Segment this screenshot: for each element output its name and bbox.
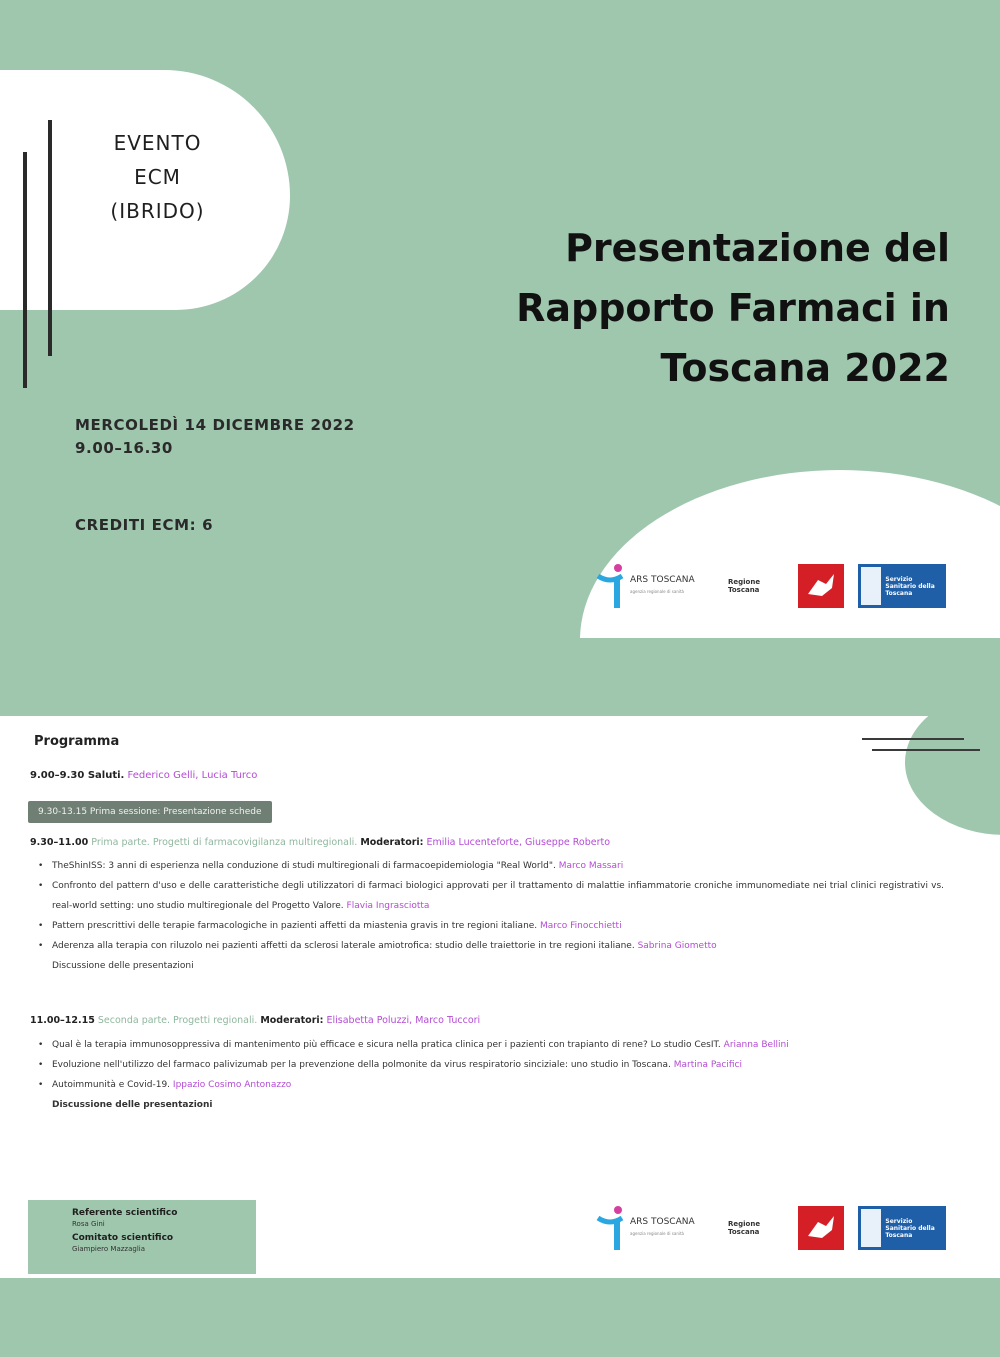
page-title: Presentazione del Rapporto Farmaci in Toscana 2022 bbox=[516, 226, 950, 390]
list-item: • TheShinISS: 3 anni di esperienza nella conduzione di studi multiregionali di farmacoepidemiologia "Real World". Marco Massari bbox=[38, 856, 944, 876]
sst-emblem-icon bbox=[861, 567, 881, 605]
program-title: Programma bbox=[34, 734, 120, 749]
list-item: • Autoimmunità e Covid-19. Ippazio Cosimo Antonazzo bbox=[38, 1075, 944, 1095]
part-two-header: 11.00–12.15 Seconda parte. Progetti regionali. Moderatori: Elisabetta Poluzzi, Marco Tuccori bbox=[30, 1015, 481, 1026]
event-date: MERCOLEDÌ 14 DICEMBRE 2022 9.00–16.30 bbox=[75, 416, 355, 457]
list-item: • Evoluzione nell'utilizzo del farmaco palivizumab per la prevenzione della polmonite da virus respiratorio sinciziale: uno studio in Toscana. Martina Pacifici bbox=[38, 1055, 944, 1075]
sst-logo: Servizio Sanitario della Toscana bbox=[858, 564, 946, 608]
ars-toscana-logo: ARS TOSCANA agenzia regionale di sanità bbox=[596, 1204, 714, 1252]
ars-figure-icon bbox=[596, 1204, 626, 1252]
regione-toscana-text: Regione Toscana bbox=[728, 1220, 761, 1236]
session-badge: 9.30-13.15 Prima sessione: Presentazione schede bbox=[28, 801, 272, 823]
list-item: • Confronto del pattern d'uso e delle caratteristiche degli utilizzatori di farmaci biologici approvati per il trattamento di malattie infiammatorie croniche immunomediate nei trial clinici registrativi vs. real-world setting: uno studio multiregionale del Progetto Valore. Flavia Ingrasciotta bbox=[38, 876, 944, 916]
regione-toscana-text: Regione Toscana bbox=[728, 578, 761, 594]
list-item: • Aderenza alla terapia con riluzolo nei pazienti affetti da sclerosi laterale amiotrofica: studio delle traiettorie in tre regioni italiane. Sabrina Giometto bbox=[38, 936, 944, 956]
decorative-vertical-bar bbox=[48, 120, 52, 356]
ecm-credits: CREDITI ECM: 6 bbox=[75, 516, 214, 534]
discussion-item: Discussione delle presentazioni bbox=[52, 1100, 213, 1110]
sst-logo: Servizio Sanitario della Toscana bbox=[858, 1206, 946, 1250]
scientific-committee-box: Referente scientifico Rosa Gini Comitato scientifico Giampiero Mazzaglia bbox=[28, 1200, 256, 1274]
ars-figure-icon bbox=[596, 562, 626, 610]
sst-emblem-icon bbox=[861, 1209, 881, 1247]
ars-toscana-logo: ARS TOSCANA agenzia regionale di sanità bbox=[596, 562, 714, 610]
welcome-line: 9.00–9.30 Saluti. Federico Gelli, Lucia Turco bbox=[30, 770, 258, 781]
part-two-list bbox=[38, 1035, 944, 1115]
pegasus-icon bbox=[798, 564, 844, 608]
hero-bottom-band bbox=[0, 638, 1000, 716]
pegasus-icon bbox=[798, 1206, 844, 1250]
part-one-header: 9.30–11.00 Prima parte. Progetti di farmacovigilanza multiregionali. Moderatori: Emilia Lucenteforte, Giuseppe Roberto bbox=[30, 837, 611, 848]
part-one-list bbox=[38, 856, 944, 976]
list-item: • Qual è la terapia immunosoppressiva di mantenimento più efficace e sicura nella pratica clinica per i pazienti con trapianto di rene? Lo studio CesIT. Arianna Bellini bbox=[38, 1035, 944, 1055]
decorative-vertical-bar bbox=[23, 152, 27, 388]
event-type-label: EVENTO ECM (IBRIDO) bbox=[110, 131, 205, 223]
partner-logos-footer bbox=[596, 1204, 946, 1252]
list-item: • Pattern prescrittivi delle terapie farmacologiche in pazienti affetti da miastenia gravis in tre regioni italiane. Marco Finocchietti bbox=[38, 916, 944, 936]
decorative-line bbox=[862, 738, 964, 740]
discussion-item: Discussione delle presentazioni bbox=[52, 961, 194, 971]
partner-logos bbox=[596, 562, 946, 610]
decorative-line bbox=[872, 749, 980, 751]
